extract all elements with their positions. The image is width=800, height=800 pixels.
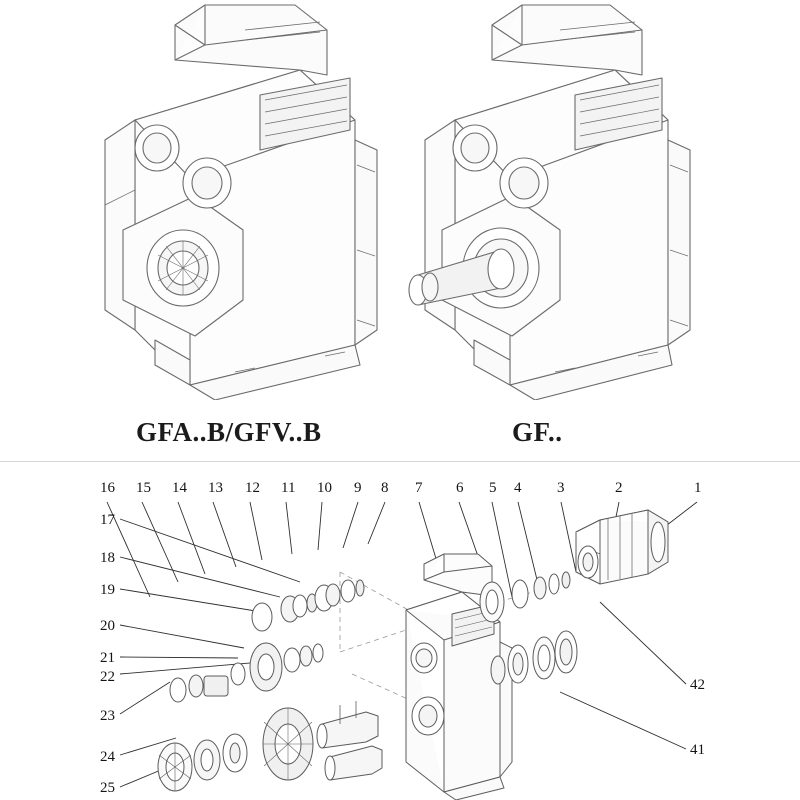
callout-6: 6 bbox=[456, 480, 464, 496]
callout-21: 21 bbox=[100, 650, 115, 666]
callout-13: 13 bbox=[208, 480, 223, 496]
exploded-view bbox=[0, 462, 800, 800]
caption-right: GF.. bbox=[512, 417, 563, 447]
callout-20: 20 bbox=[100, 618, 115, 634]
callout-22: 22 bbox=[100, 669, 115, 685]
callout-12: 12 bbox=[245, 480, 260, 496]
callout-1: 1 bbox=[694, 480, 702, 496]
callout-24: 24 bbox=[100, 749, 115, 765]
callout-42: 42 bbox=[690, 677, 705, 693]
callout-25: 25 bbox=[100, 780, 115, 796]
exploded-parts-drawing bbox=[0, 462, 800, 800]
callout-19: 19 bbox=[100, 582, 115, 598]
callout-10: 10 bbox=[317, 480, 332, 496]
callout-18: 18 bbox=[100, 550, 115, 566]
gearbox-view-left bbox=[95, 0, 385, 400]
callout-23: 23 bbox=[100, 708, 115, 724]
callout-17: 17 bbox=[100, 512, 115, 528]
callout-9: 9 bbox=[354, 480, 362, 496]
callout-7: 7 bbox=[415, 480, 423, 496]
callout-41: 41 bbox=[690, 742, 705, 758]
callout-11: 11 bbox=[281, 480, 296, 496]
callout-3: 3 bbox=[557, 480, 565, 496]
callout-8: 8 bbox=[381, 480, 389, 496]
callout-5: 5 bbox=[489, 480, 497, 496]
gearbox-view-right bbox=[400, 0, 700, 400]
callout-2: 2 bbox=[615, 480, 623, 496]
callout-15: 15 bbox=[136, 480, 151, 496]
caption-left: GFA..B/GFV..B bbox=[136, 417, 322, 447]
callout-16: 16 bbox=[100, 480, 115, 496]
callout-4: 4 bbox=[514, 480, 522, 496]
callout-14: 14 bbox=[172, 480, 187, 496]
